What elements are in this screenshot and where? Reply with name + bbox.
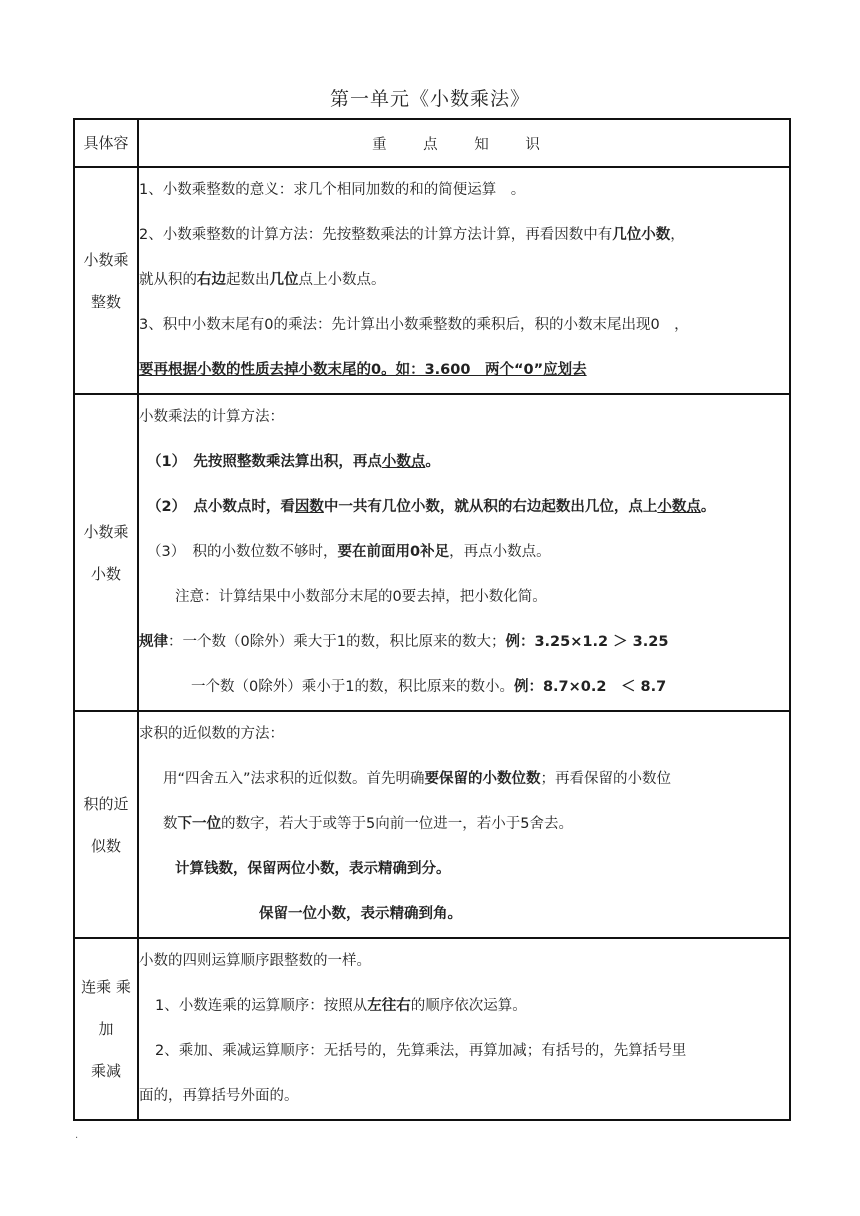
bold-text: 。 — [425, 454, 440, 470]
bold-text: 左往右 — [367, 998, 411, 1014]
text-line: 求积的近似数的方法： — [139, 726, 284, 742]
text-line — [139, 757, 789, 802]
text-line: 2、乘加、乘减运算顺序：无括号的，先算乘法，再算加减；有括号的，先算括号里 — [155, 1043, 687, 1059]
section-content — [138, 167, 790, 394]
section-label — [74, 394, 138, 711]
text-span: ；再看保留的小数位 — [540, 771, 672, 787]
text-span: ， — [670, 227, 685, 243]
text-line: 1、小数乘整数的意义：求几个相同加数的和的简便运算 。 — [139, 182, 526, 198]
text-span: 点上小数点。 — [298, 272, 386, 288]
text-span: 数 — [163, 816, 178, 832]
text-line — [139, 485, 789, 530]
text-span: 1、小数连乘的运算顺序：按照从 — [155, 998, 368, 1014]
bold-text: （1） 先按照整数乘法算出积，再点 — [147, 454, 382, 470]
bold-text: （2） 点小数点时，看 — [147, 499, 295, 515]
bold-text: 规律 — [139, 634, 168, 650]
underlined-bold-text: 小数点 — [381, 454, 426, 470]
text-span: ：一个数（0除外）乘大于1的数，积比原来的数大； — [168, 634, 506, 650]
label-line: 加 — [98, 1020, 114, 1038]
text-line — [139, 802, 789, 847]
bold-text: 几位 — [269, 272, 299, 288]
bold-text: 中一共有几位小数，就从积的右边起数出几位，点上 — [323, 499, 658, 515]
text-span: 就从积的 — [139, 272, 197, 288]
label-line: 小数乘 — [83, 522, 129, 541]
section-content — [138, 938, 790, 1120]
text-line: 3、积中小数末尾有0的乘法：先计算出小数乘整数的乘积后，积的小数末尾出现0 ， — [139, 317, 689, 333]
bold-text: 。 — [700, 499, 716, 515]
text-line — [139, 620, 789, 665]
text-line: 注意：计算结果中小数部分末尾的0要去掉，把小数化简。 — [175, 589, 547, 605]
bold-text: 例：8.7×0.2 ＜ 8.7 — [513, 679, 667, 695]
text-span: 2、小数乘整数的计算方法：先按整数乘法的计算方法计算，再看因数中有 — [139, 227, 613, 243]
text-line: 小数的四则运算顺序跟整数的一样。 — [139, 953, 371, 969]
text-line: 面的，再算括号外面的。 — [139, 1088, 299, 1104]
text-line: 计算钱数，保留两位小数，表示精确到分。 — [175, 861, 451, 877]
text-span: 起数出 — [226, 272, 270, 288]
text-span: 的数字，若大于或等于5向前一位进一，若小于5舍去。 — [221, 816, 573, 832]
header-col1: 具体容 — [74, 119, 138, 167]
bold-text: 下一位 — [177, 816, 221, 832]
section-label — [74, 167, 138, 394]
text-span: 用“四舍五入”法求积的近似数。首先明确 — [163, 771, 425, 787]
label-line: 整数 — [90, 292, 121, 311]
underlined-bold-text: 小数点 — [657, 499, 701, 515]
section-mixed-operations — [74, 938, 790, 1120]
text-line — [139, 258, 789, 303]
text-span: ，再点小数点。 — [449, 544, 551, 560]
label-line: 小数乘 — [83, 250, 129, 269]
label-line: 似数 — [90, 836, 121, 855]
section-decimal-times-integer — [74, 167, 790, 394]
bold-text: 要在前面用0补足 — [337, 544, 450, 560]
text-line — [139, 348, 789, 393]
label-line: 小数 — [90, 564, 121, 583]
section-label — [74, 938, 138, 1120]
section-content — [138, 711, 790, 938]
table-header-row — [74, 119, 790, 167]
text-line — [139, 984, 789, 1029]
text-line — [139, 665, 789, 710]
section-content — [138, 394, 790, 711]
label-line: 连乘 乘 — [81, 978, 131, 996]
text-span: 一个数（0除外）乘小于1的数，积比原来的数小。 — [191, 679, 514, 695]
section-decimal-times-decimal — [74, 394, 790, 711]
text-line: 保留一位小数，表示精确到角。 — [259, 906, 462, 922]
bold-text: 几位小数 — [612, 227, 671, 243]
page-title: 第一单元《小数乘法》 — [329, 88, 530, 110]
text-span: 的顺序依次运算。 — [410, 998, 527, 1014]
text-line — [139, 530, 789, 575]
section-label — [74, 711, 138, 938]
bold-text: 右边 — [197, 272, 226, 288]
header-col2: 重 点 知 识 — [138, 119, 790, 167]
section-approximate-product — [74, 711, 790, 938]
text-line — [139, 440, 789, 485]
underlined-bold-text: 要再根据小数的性质去掉小数末尾的0。如：3.600 两个“0”应划去 — [139, 362, 587, 378]
label-line: 乘减 — [90, 1062, 121, 1080]
label-line: 积的近 — [83, 794, 129, 813]
knowledge-table — [73, 118, 791, 1121]
text-span: （3） 积的小数位数不够时， — [147, 544, 338, 560]
text-line: 小数乘法的计算方法： — [139, 409, 284, 425]
text-line — [139, 213, 789, 258]
bold-text: 要保留的小数位数 — [424, 771, 541, 787]
bold-text: 例：3.25×1.2 ＞ 3.25 — [505, 634, 669, 650]
footer-mark: . — [75, 1130, 79, 1141]
underlined-bold-text: 因数 — [294, 499, 324, 515]
